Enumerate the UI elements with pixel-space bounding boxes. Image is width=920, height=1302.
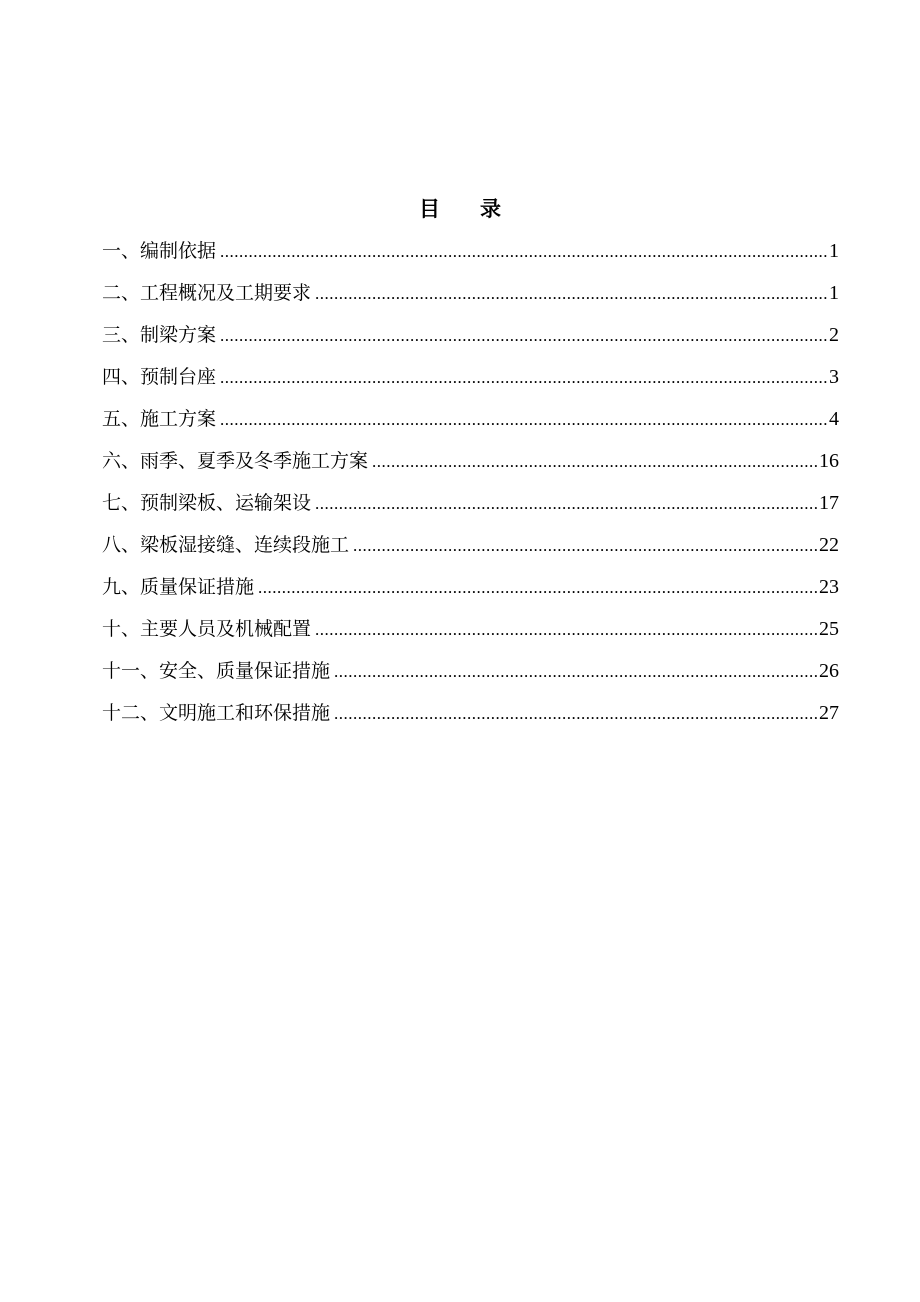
toc-entry-3[interactable] [102, 318, 839, 360]
page-title-char-2: 录 [480, 197, 501, 221]
toc-entry-5[interactable] [102, 402, 839, 444]
toc-page-number: 25 [819, 618, 839, 640]
toc-dot-leader [315, 487, 819, 521]
toc-page-number: 2 [829, 324, 839, 346]
toc-page-number: 1 [829, 240, 839, 262]
toc-dot-leader [334, 697, 819, 731]
toc-entry-9[interactable] [102, 570, 839, 612]
page-title [0, 194, 920, 224]
toc-entry-label: 七、预制梁板、运输架设 [102, 492, 312, 514]
toc-entry-8[interactable] [102, 528, 839, 570]
toc-entry-12[interactable] [102, 696, 839, 738]
toc-entry-2[interactable] [102, 276, 839, 318]
toc-dot-leader [220, 361, 829, 395]
toc-page-number: 23 [819, 576, 839, 598]
toc-entry-label: 一、编制依据 [102, 240, 217, 262]
page-title-char-1: 目 [419, 197, 440, 221]
toc-entry-label: 二、工程概况及工期要求 [102, 282, 312, 304]
toc-page-number: 26 [819, 660, 839, 682]
toc-dot-leader [315, 613, 819, 647]
toc-dot-leader [372, 445, 819, 479]
toc-entry-label: 四、预制台座 [102, 366, 217, 388]
toc-page-number: 16 [819, 450, 839, 472]
toc-entry-10[interactable] [102, 612, 839, 654]
toc-dot-leader [220, 403, 829, 437]
toc-entry-label: 十一、安全、质量保证措施 [102, 660, 331, 682]
toc-entry-label: 九、质量保证措施 [102, 576, 255, 598]
toc-dot-leader [334, 655, 819, 689]
toc-entry-label: 六、雨季、夏季及冬季施工方案 [102, 450, 369, 472]
toc-dot-leader [220, 319, 829, 353]
toc-dot-leader [258, 571, 819, 605]
toc-page-number: 22 [819, 534, 839, 556]
toc-page-number: 4 [829, 408, 839, 430]
toc-entry-6[interactable] [102, 444, 839, 486]
toc-entry-label: 十、主要人员及机械配置 [102, 618, 312, 640]
toc-entry-label: 八、梁板湿接缝、连续段施工 [102, 534, 350, 556]
toc-dot-leader [220, 235, 829, 269]
toc-dot-leader [353, 529, 819, 563]
toc-page-number: 3 [829, 366, 839, 388]
toc-dot-leader [315, 277, 829, 311]
toc-entry-label: 三、制梁方案 [102, 324, 217, 346]
toc-entry-4[interactable] [102, 360, 839, 402]
toc-entry-1[interactable] [102, 234, 839, 276]
table-of-contents [102, 234, 839, 738]
toc-page-number: 1 [829, 282, 839, 304]
toc-page-number: 17 [819, 492, 839, 514]
toc-entry-label: 五、施工方案 [102, 408, 217, 430]
toc-entry-label: 十二、文明施工和环保措施 [102, 702, 331, 724]
toc-entry-11[interactable] [102, 654, 839, 696]
toc-entry-7[interactable] [102, 486, 839, 528]
toc-page-number: 27 [819, 702, 839, 724]
